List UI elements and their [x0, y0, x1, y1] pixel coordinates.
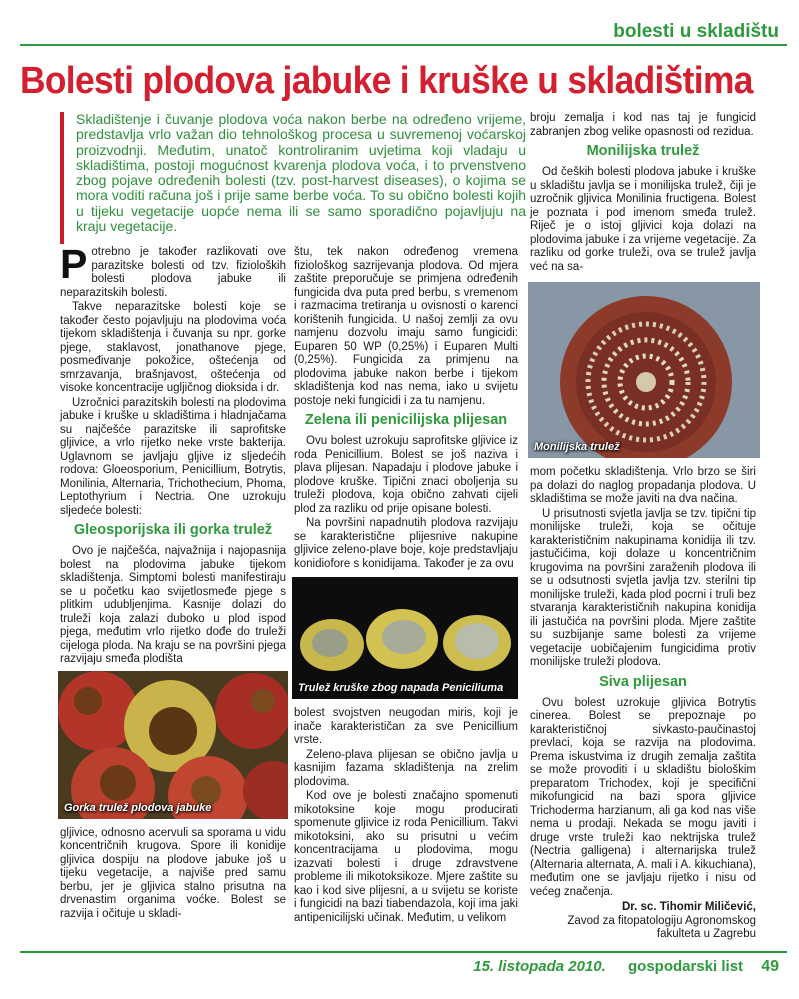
photo-pears-penicillium: [292, 577, 518, 699]
section-heading: Zelena ili penicilijska plijesan: [304, 412, 508, 428]
paragraph: štu, tek nakon određenog vremena fiziološkog sazrijevanja plodova. Od mjera zaštite preporučuje se primjena određenih fungicida dva puta pred berbu, s vremenom i razmacima tretiranja u ovisnosti o karenci korištenih fungicida. U našoj zemlji za ovu namjenu dozvolu imaju samo fungicidi: Euparen 50 WP (0,25%) i Euparen Multi (0,25%). Fungicida za primjenu na plodovima jabuke nakon berbe i tijekom skladištenja kod nas nema, iako u svijetu postoje neki fungicidi i za tu namjenu.: [294, 246, 518, 407]
column-2: [294, 246, 518, 926]
bottom-rule: [20, 951, 787, 953]
author-name: Dr. sc. Tihomir Miličević,: [621, 901, 756, 913]
photo-caption: Monilijska trulež: [534, 441, 620, 453]
paragraph: Uzročnici parazitskih bolesti na plodovima jabuke i kruške u skladištima i hladnjačama su najčešće parazitske ili saprofitske gljivice, a vrlo rijetko neke vrste bakterija. Uglavnom se javljaju gljive iz sljedećih rodova: Gloeosporium, Penicillium, Botrytis, Monilinia, Alternaria, Trichothecium, Phoma, Leptothyrium i Nectria. One uzrokuju sljedeće bolesti:: [60, 396, 286, 517]
issue-date: 15. listopada 2010.: [473, 958, 606, 975]
publication-name: gospodarski list: [628, 958, 744, 975]
article-title: Bolesti plodova jabuke i kruške u skladištima: [20, 60, 753, 102]
column-1: [60, 241, 286, 922]
paragraph: Ovo je najčešća, najvažnija i najopasnija bolest na plodovima jabuke tijekom skladištenja. Simptomi bolesti manifestiraju se u početku kao svijetlosmeđe pjege s plitkim udubljenjima. Kasnije dolazi do truleži koja zalazi duboko u plod ispod pjega, međutim vrlo rijetko dođe do truleži cijeloga ploda. Na kraju se na površini pjega razvijaju smeđa plodišta: [60, 545, 286, 665]
section-heading: Gleosporijska ili gorka trulež: [73, 522, 273, 538]
column-3: [530, 112, 756, 942]
paragraph: gljivice, odnosno acervuli sa sporama u vidu koncentričnih krugova. Spore ili konidije gljivica dospiju na plodove jabuke još u tijeku vegetacije, a najviše pred samu berbu, jer je gljivica stalno prisutna na drvenastim organima voćke. Bolest se razvija i očituje u skladi-: [60, 826, 286, 920]
page-number: 49: [761, 958, 779, 975]
paragraph: Ovu bolest uzrokuju saprofitske gljivice iz roda Penicillium. Bolest se još naziva i plava plijesan. Napadaju i plodove jabuke i plodove kruške. Tipični znaci oboljenja su truleži plodova, koja obično zahvati cijeli plod za razliku od prije opisane bolesti.: [294, 435, 518, 515]
paragraph: Kod ove je bolesti značajno spomenuti mikotoksine koje mogu producirati spomenute gljivice iz roda Penicillium. Takvi mikotoksini, ako su prisutni u većim koncentracijama u plodovima, mogu izazvati bolesti i druge zdravstvene probleme ili mikotoksikoze. Mjere zaštite su kao i kod sive plijesni, a u svijetu se koriste i fungicidi na bazi tiabendazola, koji ima jaki antipenicilijski učinak. Međutim, u velikom: [294, 790, 518, 924]
photo-caption: Trulež kruške zbog napada Peniciliuma: [298, 682, 504, 694]
paragraph: Zeleno-plava plijesan se obično javlja u kasnijim fazama skladištenja na zrelim plodovima.: [294, 748, 518, 788]
section-heading: Monilijska trulež: [586, 143, 700, 159]
paragraph: Potrebno je također razlikovati ove parazitske bolesti od tzv. fizioloških bolesti plodova jabuke ili neparazitskih bolesti.: [60, 241, 286, 299]
intro-block: [60, 112, 526, 244]
section-heading: Siva plijesan: [599, 673, 687, 690]
paragraph: Takve neparazitske bolesti koje se također često pojavljuju na plodovima voća tijekom skladištenja i čuvanja su npr. gorke pjege, staklavost, jonathanove pjege, posmeđivanje pokožice, oštećenja od smrzavanja, brašnjavost, oštećenja od visoke koncentracije ugljičnog dioksida i dr.: [60, 301, 286, 394]
intro-paragraph: Skladištenje i čuvanje plodova voća nakon berbe na određeno vrijeme, predstavlja vrlo važan dio tehnološkog procesa u suvremenoj voćarskoj proizvodnji. Međutim, unatoč kontroliranim uvjetima koji vladaju u skladištima, postoji mogućnost kvarenja plodova voća, i to prvenstveno zbog pojave određenih bolesti (tzv. post-harvest diseases), o kojima se mora voditi računa još i prije same berbe voća. To su obično bolesti kojih u tijeku vegetacije uopće nema ili se samo sporadično pojavljuju na kraju vegetacije.: [76, 111, 526, 235]
apples-illustration: [58, 671, 288, 819]
paragraph: Ovu bolest uzrokuje gljivica Botrytis cinerea. Bolest se prepoznaje po karakterističnoj sivkasto-paučinastoj prevlaci, koja se razvija na plodovima. Prema iskustvima iz drugih zemalja zaštita se može provoditi i u skladištu biološkim preparatom Trichodex, koji je specifični mikofungicid na bazi spora gljivice Trichoderma harzianum, ali ga kod nas više nema u prodaji. Nekada se mogu javiti i druge vrste truleži kao nektrijska trulež (Nectria galligena) i alternarijska trulež (Alternaria alternata, A. mali i A. kikuchiana), međutim one se javljaju rijetko i nisu od većeg značenja.: [530, 696, 756, 898]
author-affiliation: Zavod za fitopatologiju Agronomskog fakulteta u Zagrebu: [567, 914, 756, 940]
photo-caption: Gorka trulež plodova jabuke: [64, 801, 212, 814]
paragraph: broju zemalja i kod nas taj je fungicid zabranjen zbog velike opasnosti od rezidua.: [530, 112, 756, 138]
paragraph: Na površini napadnutih plodova razvijaju se karakteristične plijesnive nakupine gljivice zeleno-plave boje, koje predstavljaju konidiofore s konidijama. Također je za ovu: [294, 517, 518, 570]
section-label: bolesti u skladištu: [613, 21, 779, 42]
photo-monilia-rot: [528, 282, 760, 458]
page-footer: [473, 958, 779, 976]
monilia-apple-illustration: [528, 282, 760, 458]
top-rule: [20, 44, 787, 46]
paragraph: bolest svojstven neugodan miris, koji je inače karakterističan za sve Penicillium vrste.: [294, 707, 518, 746]
drop-cap: P: [60, 241, 88, 287]
paragraph: Od čeških bolesti plodova jabuke i kruške u skladištu javlja se i monilijska trulež, čiji je uzročnik gljivica Monilinia fructigena. Bolest je poznata i pod imenom smeđa trulež. Riječ je o istoj gljivici koja dolazi na plodovima jabuke i za vrijeme vegetacije. Za razliku od gorke truleži, ova se trulež javlja već na sa-: [530, 166, 756, 273]
pears-illustration: [292, 577, 518, 699]
photo-apples-bitter-rot: [58, 671, 288, 819]
paragraph: U prisutnosti svjetla javlja se tzv. tipični tip monilijske truleži, koja se očituje karakterističnim nakupinama konidija ili tzv. jastučićima, koji dolaze u koncentričnim krugovima na površini zaraženih plodova ili se u odsutnosti svjetla javlja tzv. sterilni tip monilijske truleži, kada plod pocrni i truli bez stvaranja karakterističnih nakupina konidija ili jastučića na površini ploda. Mjere zaštite su suzbijanje same bolesti za vrijeme vegetacije uobičajenim fungicidima protiv monilijske truleži plodova.: [530, 507, 756, 668]
paragraph: mom početku skladištenja. Vrlo brzo se širi pa dolazi do naglog propadanja plodova. U skladištima se može javiti na dva načina.: [530, 466, 756, 505]
